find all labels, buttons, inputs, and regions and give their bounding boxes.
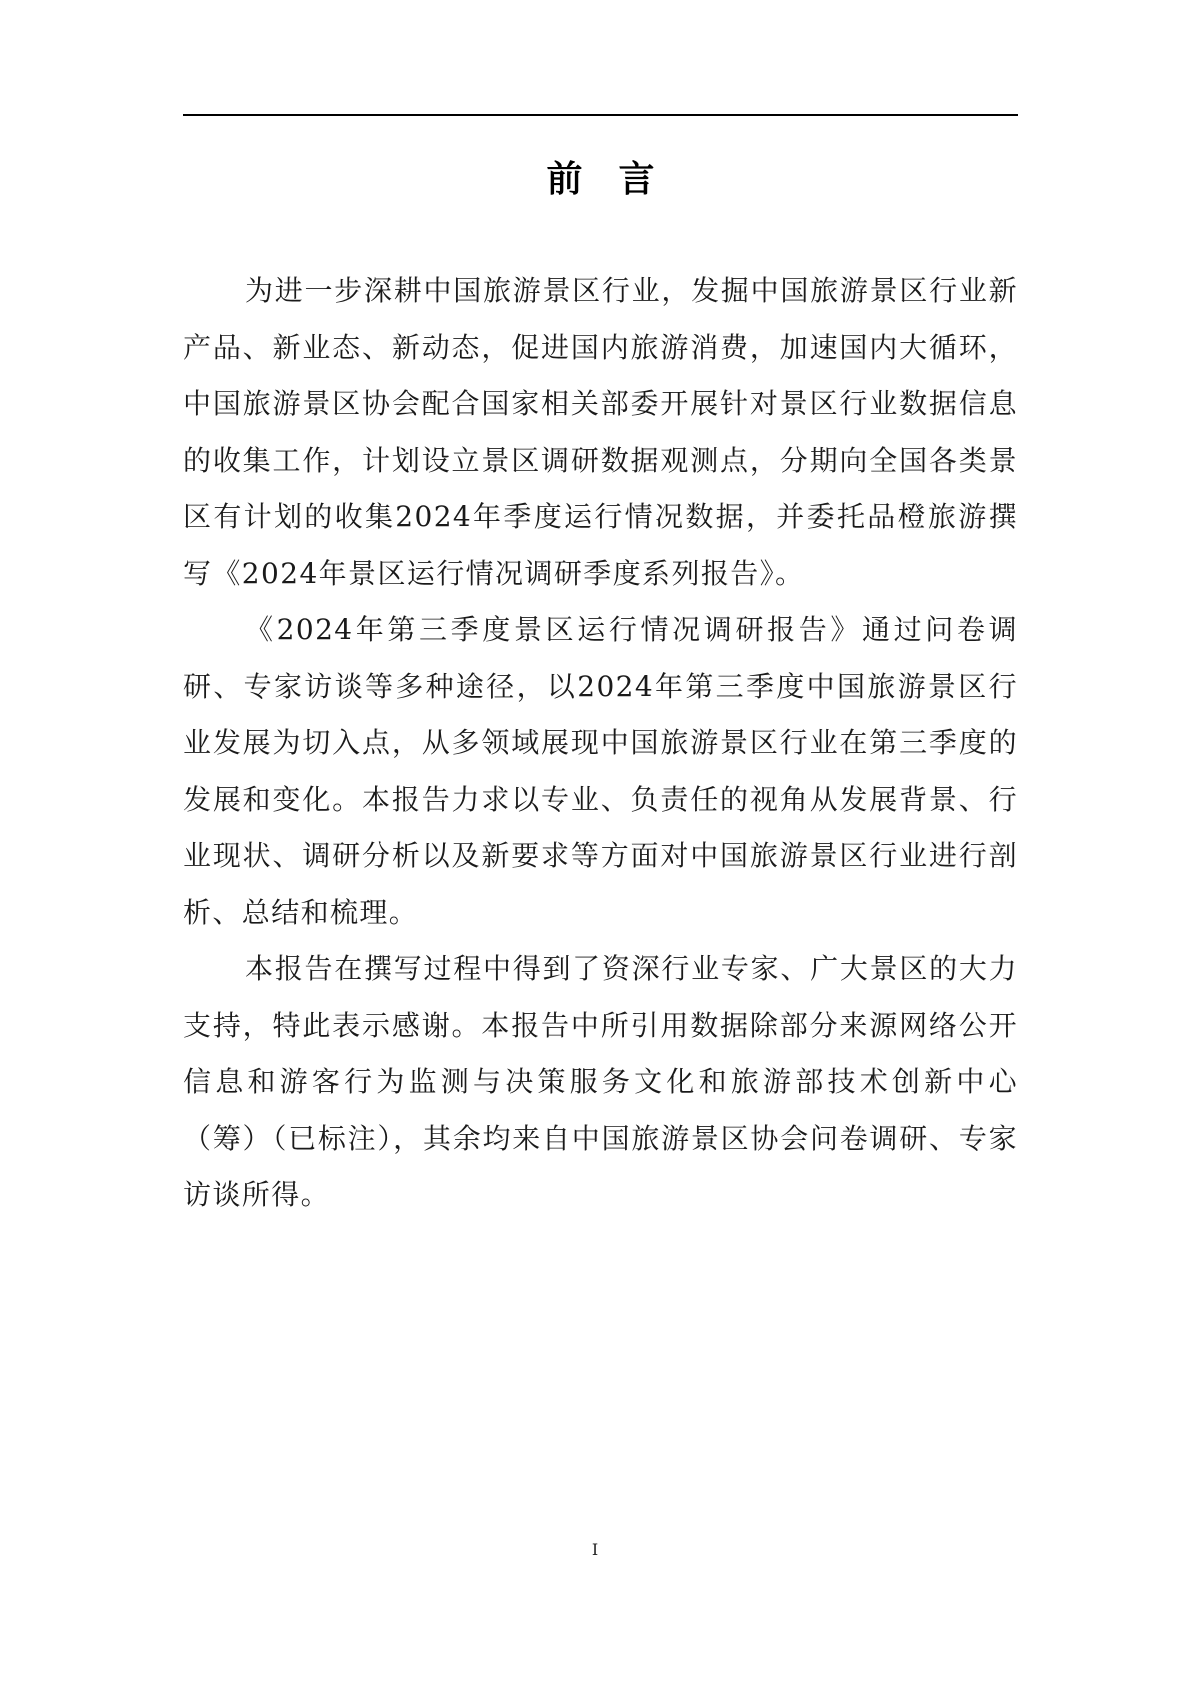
paragraph-acknowledgement: 本报告在撰写过程中得到了资深行业专家、广大景区的大力支持，特此表示感谢。本报告中所引用数据除部分来源网络公开信息和游客行为监测与决策服务文化和旅游部技术创新中心（筹）（已标注），其余均来自中国旅游景区协会问卷调研、专家访谈所得。 [183, 952, 1018, 1211]
paragraph-intro: 为进一步深耕中国旅游景区行业，发掘中国旅游景区行业新产品、新业态、新动态，促进国内旅游消费，加速国内大循环，中国旅游景区协会配合国家相关部委开展针对景区行业数据信息的收集工作，计划设立景区调研数据观测点，分期向全国各类景区有计划的收集2024年季度运行情况数据，并委托品橙旅游撰写《2024年景区运行情况调研季度系列报告》。 [183, 274, 1018, 590]
preface-body [183, 263, 1018, 1224]
paragraph-report-overview: 《2024年第三季度景区运行情况调研报告》通过问卷调研、专家访谈等多种途径，以2024年第三季度中国旅游景区行业发展为切入点，从多领域展现中国旅游景区行业在第三季度的发展和变化。本报告力求以专业、负责任的视角从发展背景、行业现状、调研分析以及新要求等方面对中国旅游景区行业进行剖析、总结和梳理。 [183, 613, 1018, 929]
header-rule [183, 114, 1018, 116]
page-number: I [591, 1540, 599, 1559]
page-title: 前言 [546, 159, 691, 200]
